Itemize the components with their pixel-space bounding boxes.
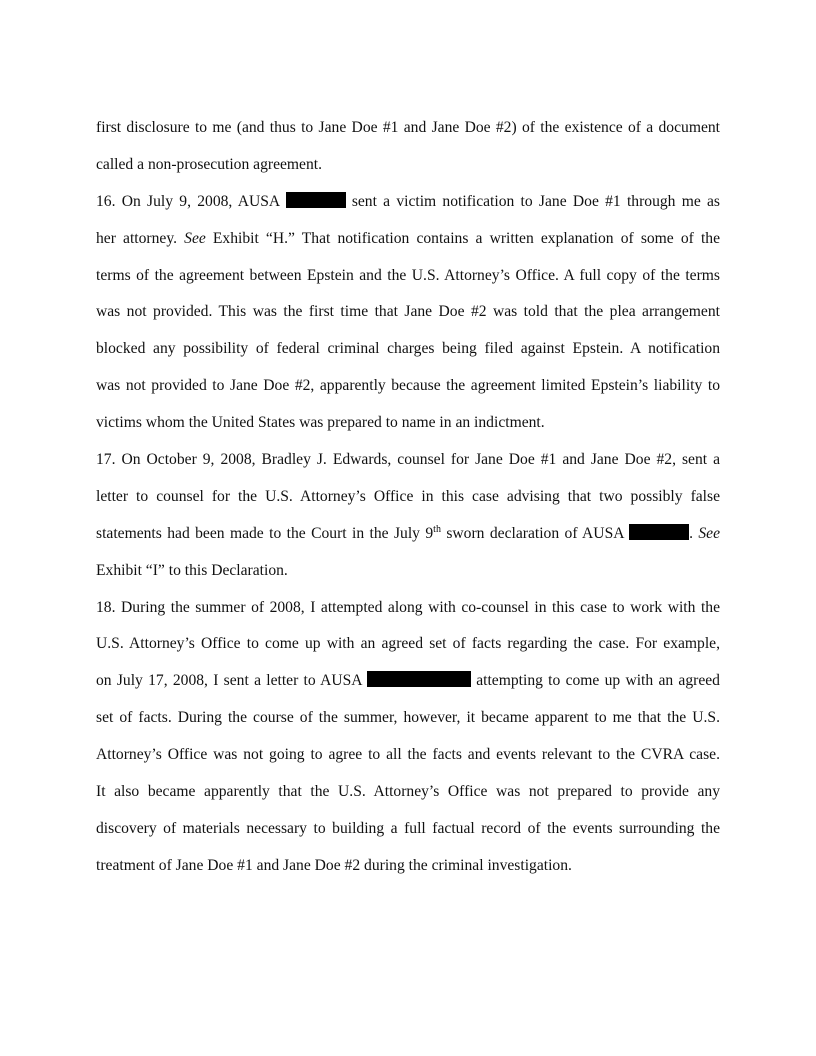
paragraph-16-line — [96, 184, 720, 221]
paragraph-18-line — [96, 590, 720, 627]
redaction-box — [367, 671, 471, 687]
text-fragment: On July 9, 2008, AUSA — [121, 192, 280, 210]
text-line: was not provided. This was the first time that Jane Doe #2 was told that the plea arrangement — [96, 303, 720, 321]
citation-signal: See — [698, 524, 721, 542]
text-fragment: attempting to come up with an agreed — [476, 672, 720, 690]
text-line: first disclosure to me (and thus to Jane Doe #1 and Jane Doe #2) of the existence of a document — [96, 119, 720, 136]
redaction-box — [286, 192, 346, 208]
text-line: set of facts. During the course of the summer, however, it became apparent to me that the U.S. — [96, 709, 720, 727]
text-fragment: statements had been made to the Court in the July 9 — [96, 524, 434, 542]
text-fragment: During the summer of 2008, I attempted along with co-counsel in this case to work with the — [121, 598, 720, 616]
text-fragment: . — [689, 524, 693, 542]
text-line: was not provided to Jane Doe #2, apparently because the agreement limited Epstein’s liability to — [96, 377, 720, 395]
text-line: treatment of Jane Doe #1 and Jane Doe #2 during the criminal investigation. — [96, 856, 572, 874]
paragraph-number: 18. — [96, 598, 116, 616]
text-line: U.S. Attorney’s Office to come up with an agreed set of facts regarding the case. For example, — [96, 635, 720, 653]
text-fragment: sent a victim notification to Jane Doe #1 through me as — [351, 192, 720, 210]
text-line: terms of the agreement between Epstein and the U.S. Attorney’s Office. A full copy of the terms — [96, 266, 720, 284]
declaration-body — [96, 110, 720, 885]
text-line: victims whom the United States was prepared to name in an indictment. — [96, 414, 545, 432]
text-line: called a non-prosecution agreement. — [96, 155, 323, 173]
text-line — [96, 221, 720, 258]
text-fragment: Exhibit “H.” That notification contains a written explanation of some of the — [212, 229, 721, 247]
text-line: blocked any possibility of federal criminal charges being filed against Epstein. A notification — [96, 340, 720, 358]
paragraph-17-line — [96, 442, 720, 479]
paragraph-number: 16. — [96, 192, 116, 210]
text-line: Attorney’s Office was not going to agree to all the facts and events relevant to the CVRA case. — [96, 746, 720, 764]
citation-signal: See — [184, 229, 206, 247]
text-line: Exhibit “I” to this Declaration. — [96, 561, 288, 579]
redaction-box — [629, 524, 689, 540]
text-line: letter to counsel for the U.S. Attorney’s Office in this case advising that two possibly false — [96, 487, 720, 505]
text-fragment: her attorney. — [96, 229, 178, 247]
superscript: th — [433, 523, 441, 535]
text-line: discovery of materials necessary to building a full factual record of the events surrounding the — [96, 819, 720, 837]
paragraph-number: 17. — [96, 451, 116, 469]
text-fragment: sworn declaration of AUSA — [440, 524, 624, 542]
text-line — [96, 516, 720, 553]
text-line: It also became apparently that the U.S. Attorney’s Office was not prepared to provide any — [96, 783, 720, 801]
text-fragment: on July 17, 2008, I sent a letter to AUSA — [96, 672, 362, 690]
text-fragment: On October 9, 2008, Bradley J. Edwards, counsel for Jane Doe #1 and Jane Doe #2, sent a — [121, 451, 720, 469]
text-line — [96, 663, 720, 700]
